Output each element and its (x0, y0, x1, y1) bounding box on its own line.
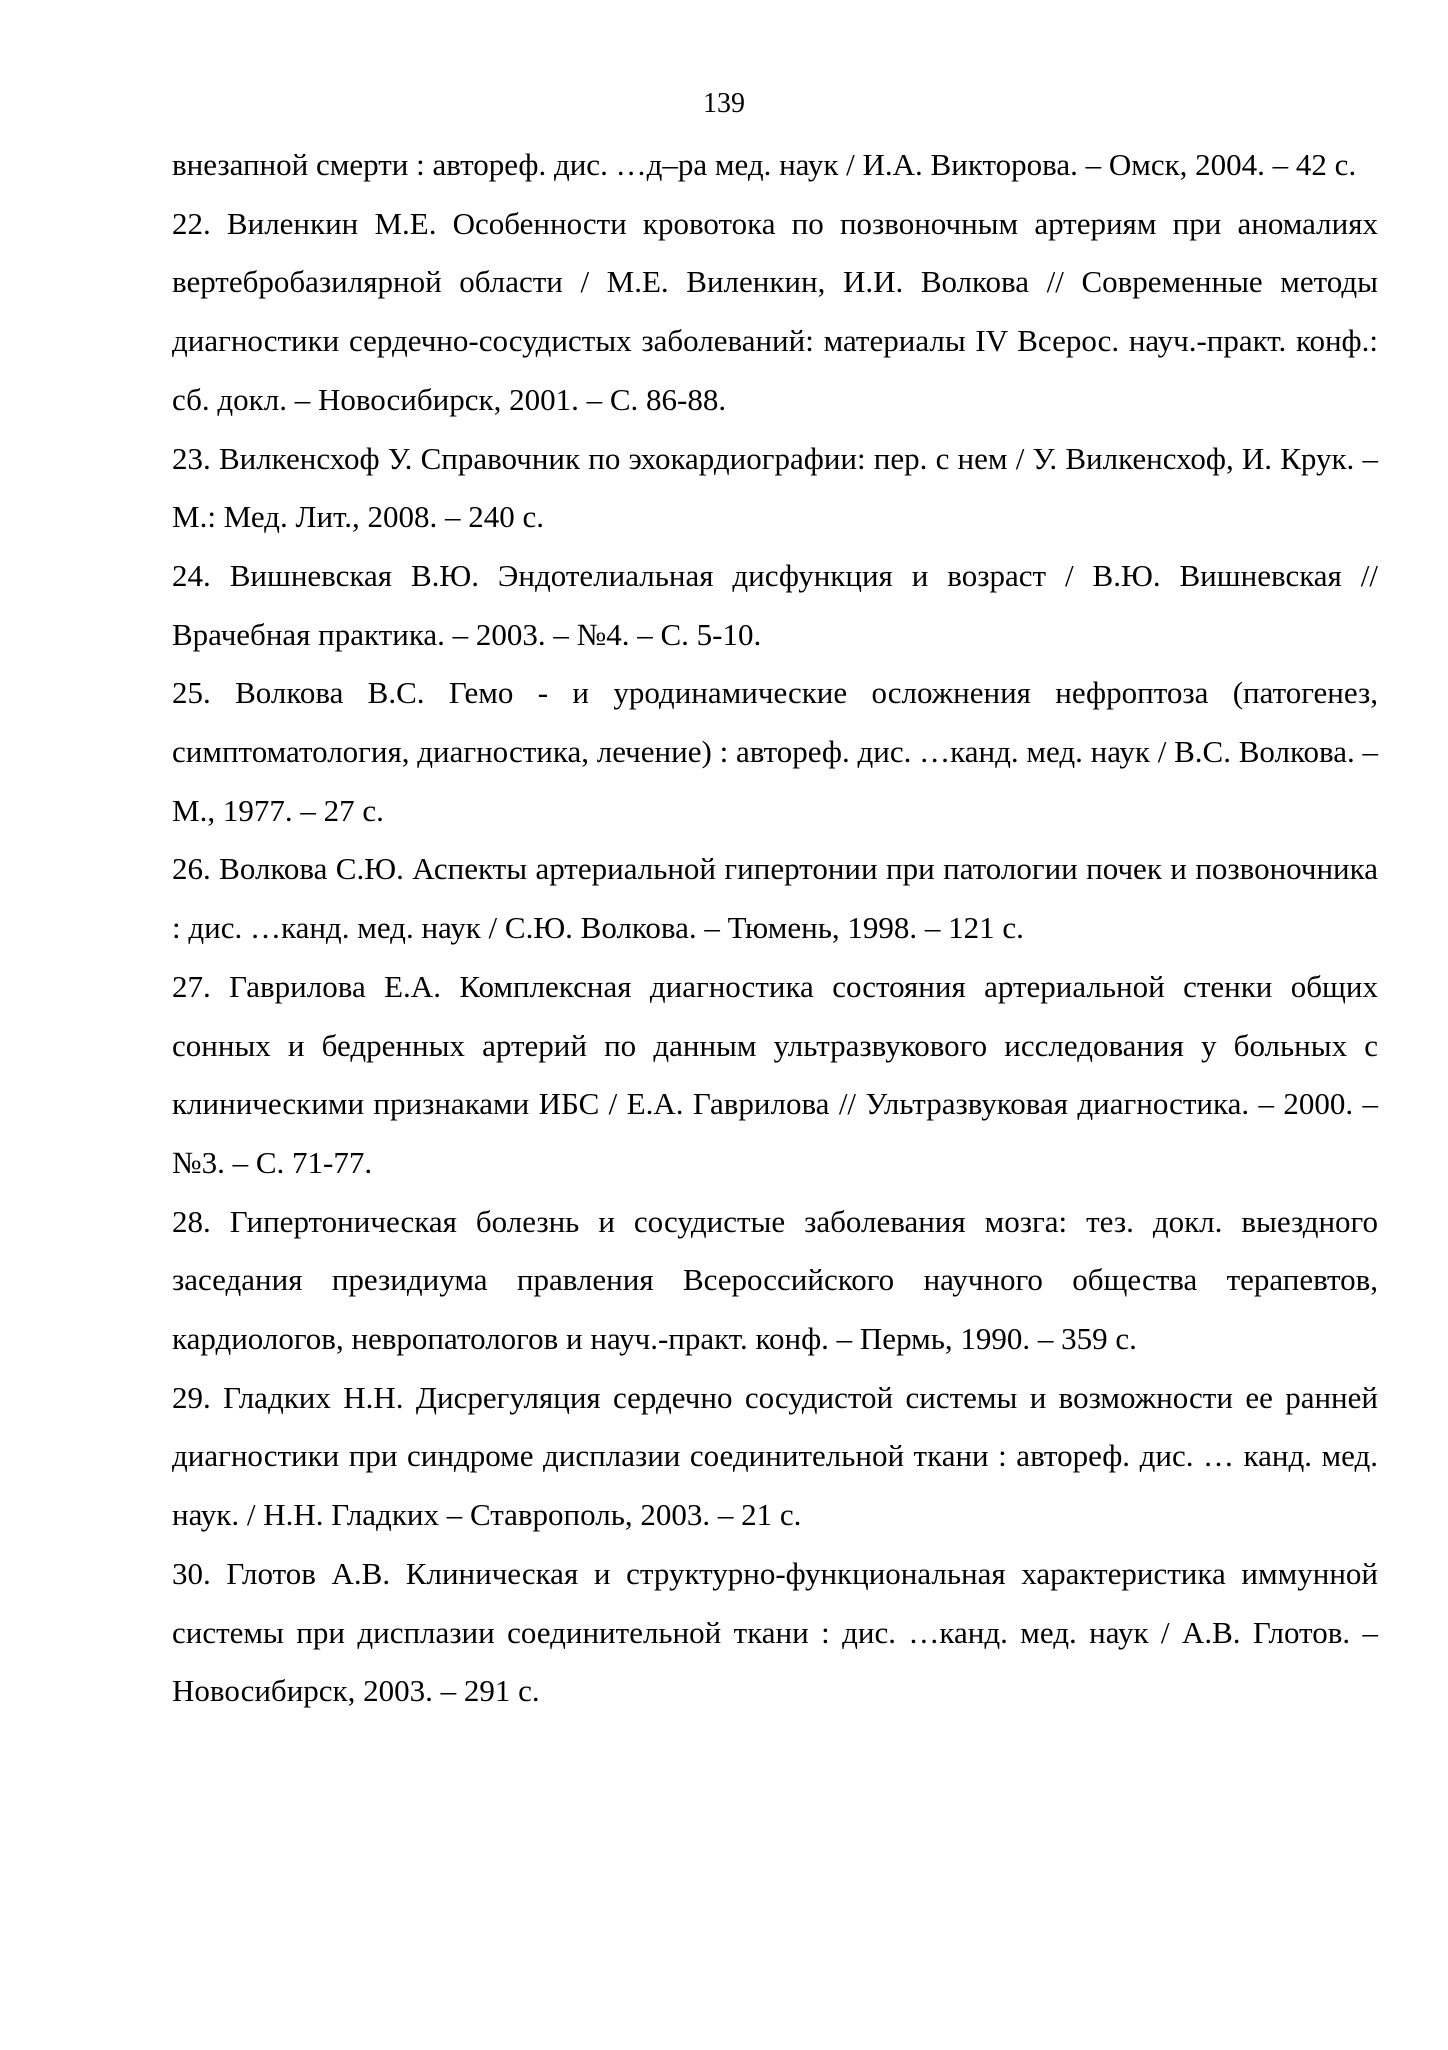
reference-entry-26: 26. Волкова С.Ю. Аспекты артериальной гипертонии при патологии почек и позвоночника : дис. …канд. мед. наук / С.Ю. Волкова. – Тюмень, 1998. – 121 с. (172, 851, 1378, 946)
reference-list (172, 136, 1378, 1721)
reference-entry-21-continuation: внезапной смерти : автореф. дис. …д–ра мед. наук / И.А. Викторова. – Омск, 2004. – 42 с. (172, 147, 1357, 182)
reference-entry-29: 29. Гладких Н.Н. Дисрегуляция сердечно сосудистой системы и возможности ее ранней диагностики при синдроме дисплазии соединительной ткани : автореф. дис. … канд. мед. наук. / Н.Н. Гладких – Ставрополь, 2003. – 21 с. (172, 1379, 1378, 1533)
reference-entry-27: 27. Гаврилова Е.А. Комплексная диагностика состояния артериальной стенки общих сонных и бедренных артерий по данным ультразвукового исследования у больных с клиническими признаками ИБС / Е.А. Гаврилова // Ультразвуковая диагностика. – 2000. – №3. – С. 71-77. (172, 968, 1378, 1180)
reference-entry-28: 28. Гипертоническая болезнь и сосудистые заболевания мозга: тез. докл. выездного заседания президиума правления Всероссийского научного общества терапевтов, кардиологов, невропатологов и науч.-практ. конф. – Пермь, 1990. – 359 с. (172, 1203, 1378, 1357)
page-number: 139 (703, 88, 745, 119)
reference-entry-30: 30. Глотов А.В. Клиническая и структурно-функциональная характеристика иммунной системы при дисплазии соединительной ткани : дис. …канд. мед. наук / А.В. Глотов. – Новосибирск, 2003. – 291 с. (172, 1555, 1378, 1709)
reference-entry-22: 22. Виленкин М.Е. Особенности кровотока по позвоночным артериям при аномалиях вертебробазилярной области / М.Е. Виленкин, И.И. Волкова // Современные методы диагностики сердечно-сосудистых заболеваний: материалы IV Всерос. науч.-практ. конф.: сб. докл. – Новосибирск, 2001. – С. 86-88. (172, 205, 1378, 417)
reference-entry-23: 23. Вилкенсхоф У. Справочник по эхокардиографии: пер. с нем / У. Вилкенсхоф, И. Крук. – М.: Мед. Лит., 2008. – 240 с. (172, 440, 1378, 535)
reference-entry-24: 24. Вишневская В.Ю. Эндотелиальная дисфункция и возраст / В.Ю. Вишневская // Врачебная практика. – 2003. – №4. – С. 5-10. (172, 557, 1378, 652)
reference-entry-25: 25. Волкова В.С. Гемо - и уродинамические осложнения нефроптоза (патогенез, симптоматология, диагностика, лечение) : автореф. дис. …канд. мед. наук / В.С. Волкова. – М., 1977. – 27 с. (172, 675, 1378, 828)
